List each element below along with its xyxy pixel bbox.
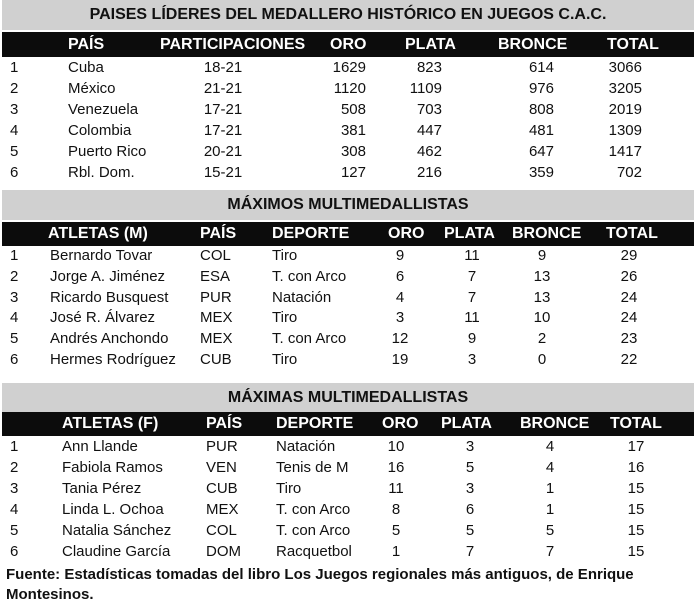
table-row [2, 308, 694, 329]
cell-sport: Tenis de M [276, 459, 349, 476]
cell-bronce: 0 [537, 351, 547, 368]
section1-header-row [2, 32, 694, 57]
cell-rank: 3 [10, 288, 19, 306]
cell-plata: 7 [467, 267, 477, 285]
cell-plata: 11 [464, 247, 480, 264]
cell-total: 702 [616, 164, 642, 181]
cell-country: Cuba [68, 59, 104, 76]
header-pais: PAÍS [206, 415, 243, 432]
cell-bronce: 2 [537, 330, 547, 348]
cell-bronce: 10 [533, 309, 551, 327]
cell-total: 2019 [608, 101, 642, 118]
cell-athlete: José R. Álvarez [50, 309, 156, 327]
table-row [2, 288, 694, 309]
cell-sport: T. con Arco [276, 501, 351, 518]
cell-sport: T. con Arco [272, 267, 347, 285]
section3-title: MÁXIMAS MULTIMEDALLISTAS [2, 383, 694, 412]
cell-rank: 5 [10, 330, 19, 348]
cell-bronce: 13 [533, 267, 551, 285]
cell-bronce: 13 [533, 288, 551, 306]
cell-rank: 1 [10, 438, 19, 455]
cell-country: MEX [206, 501, 239, 518]
table-row [2, 520, 694, 541]
header-total: TOTAL [606, 225, 658, 242]
cell-athlete: Hermes Rodríguez [50, 351, 176, 368]
header-deporte: DEPORTE [276, 415, 354, 432]
cell-sport: Tiro [272, 309, 298, 327]
cell-oro: 308 [340, 143, 366, 160]
section2-title: MÁXIMOS MULTIMEDALLISTAS [2, 190, 694, 220]
cell-country: PUR [206, 438, 238, 455]
cell-athlete: Bernardo Tovar [50, 247, 153, 264]
cell-oro: 1 [391, 543, 401, 560]
table-row [2, 120, 694, 141]
header-plata: PLATA [444, 225, 495, 242]
cell-country: Rbl. Dom. [68, 164, 135, 181]
cell-sport: Tiro [272, 247, 298, 264]
header-bronce: BRONCE [498, 36, 568, 53]
cell-oro: 16 [387, 459, 405, 476]
cell-country: DOM [206, 543, 241, 560]
cell-athlete: Ricardo Busquest [50, 288, 169, 306]
cell-plata: 3 [465, 438, 475, 455]
cell-oro: 8 [391, 501, 401, 518]
cell-rank: 4 [10, 309, 19, 327]
cell-oro: 11 [388, 480, 404, 497]
header-oro: ORO [382, 415, 419, 432]
table-row [2, 436, 694, 457]
cell-oro: 3 [395, 309, 405, 327]
cell-country: Puerto Rico [68, 143, 147, 160]
cell-total: 24 [620, 309, 638, 327]
cell-participaciones: 20-21 [203, 143, 243, 160]
table-row [2, 99, 694, 120]
cell-total: 3205 [608, 80, 642, 97]
cell-total: 15 [627, 480, 645, 497]
cell-bronce: 5 [545, 522, 555, 539]
header-pais: PAÍS [68, 36, 105, 53]
cell-bronce: 976 [528, 80, 554, 97]
cell-plata: 7 [467, 288, 477, 306]
cell-rank: 6 [10, 543, 19, 560]
cell-total: 15 [627, 522, 645, 539]
cell-total: 15 [627, 501, 645, 518]
cell-bronce: 7 [545, 543, 555, 560]
cell-athlete: Fabiola Ramos [62, 459, 163, 476]
cell-rank: 6 [10, 351, 19, 368]
cell-total: 24 [620, 288, 638, 306]
cell-plata: 5 [465, 522, 475, 539]
cell-bronce: 1 [545, 501, 555, 518]
cell-country: PUR [200, 288, 232, 306]
cell-participaciones: 18-21 [203, 59, 243, 76]
header-oro: ORO [388, 225, 425, 242]
cell-athlete: Ann Llande [62, 438, 138, 455]
cell-total: 23 [620, 330, 638, 348]
cell-country: Colombia [68, 122, 132, 139]
cell-country: COL [206, 522, 237, 539]
cell-country: MEX [200, 309, 233, 327]
cell-sport: T. con Arco [276, 522, 351, 539]
cell-bronce: 481 [528, 122, 554, 139]
cell-bronce: 4 [545, 438, 555, 455]
cell-oro: 1120 [333, 80, 366, 97]
table-row [2, 267, 694, 288]
cell-oro: 381 [340, 122, 366, 139]
header-deporte: DEPORTE [272, 225, 350, 242]
table-row [2, 141, 694, 162]
cell-bronce: 647 [528, 143, 554, 160]
cell-athlete: Claudine García [62, 543, 171, 560]
cell-participaciones: 17-21 [203, 101, 243, 118]
cell-oro: 508 [340, 101, 366, 118]
cell-country: México [68, 80, 116, 97]
cell-bronce: 1 [545, 480, 555, 497]
table-row [2, 478, 694, 499]
cell-plata: 11 [464, 309, 480, 327]
cell-plata: 3 [467, 351, 477, 368]
cell-rank: 1 [10, 59, 19, 76]
cell-oro: 9 [395, 247, 405, 264]
cell-participaciones: 21-21 [203, 80, 243, 97]
table-row [2, 78, 694, 99]
cell-total: 29 [620, 247, 638, 264]
cell-country: VEN [206, 459, 237, 476]
cell-oro: 19 [391, 351, 409, 368]
cell-oro: 12 [391, 330, 409, 348]
cell-country: Venezuela [68, 101, 139, 118]
cell-sport: Natación [272, 288, 332, 306]
cell-total: 17 [627, 438, 645, 455]
cell-rank: 2 [10, 459, 19, 476]
cell-athlete: Andrés Anchondo [50, 330, 169, 348]
cell-bronce: 9 [537, 247, 547, 264]
cell-oro: 5 [391, 522, 401, 539]
cell-athlete: Tania Pérez [62, 480, 142, 497]
cell-participaciones: 17-21 [203, 122, 243, 139]
cell-rank: 5 [10, 522, 19, 539]
header-bronce: BRONCE [520, 415, 590, 432]
cell-plata: 7 [465, 543, 475, 560]
cell-participaciones: 15-21 [203, 164, 243, 181]
table-row [2, 246, 694, 267]
cell-rank: 2 [10, 80, 19, 97]
cell-rank: 1 [10, 247, 19, 264]
cell-athlete: Linda L. Ochoa [62, 501, 164, 518]
section2-header-row [2, 222, 694, 246]
cell-bronce: 4 [545, 459, 555, 476]
cell-plata: 6 [465, 501, 475, 518]
footer-source: Fuente: Estadísticas tomadas del libro Los Juegos regionales más antiguos, de Enrique Montesinos. [6, 566, 634, 603]
cell-athlete: Natalia Sánchez [62, 522, 172, 539]
cell-oro: 10 [387, 438, 405, 455]
header-total: TOTAL [607, 36, 659, 53]
header-plata: PLATA [405, 36, 456, 53]
cell-total: 1309 [608, 122, 642, 139]
table-row [2, 350, 694, 371]
table-row [2, 541, 694, 562]
cell-country: COL [200, 247, 231, 264]
cell-total: 22 [620, 351, 638, 368]
cell-plata: 3 [465, 480, 475, 497]
header-total: TOTAL [610, 415, 662, 432]
cell-country: ESA [200, 267, 231, 285]
cell-sport: Tiro [272, 351, 298, 368]
cell-bronce: 359 [528, 164, 554, 181]
cell-plata: 703 [416, 101, 442, 118]
cell-plata: 5 [465, 459, 475, 476]
table-row [2, 162, 694, 183]
cell-sport: Racquetbol [276, 543, 352, 560]
cell-sport: Tiro [276, 480, 302, 497]
cell-plata: 823 [416, 59, 442, 76]
cell-total: 26 [620, 267, 638, 285]
cell-rank: 5 [10, 143, 19, 160]
cell-rank: 4 [10, 501, 19, 518]
cell-country: MEX [200, 330, 233, 348]
section1-title: PAISES LÍDERES DEL MEDALLERO HISTÓRICO EN JUEGOS C.A.C. [2, 0, 694, 30]
cell-oro: 1629 [332, 59, 366, 76]
cell-sport: T. con Arco [272, 330, 347, 348]
cell-athlete: Jorge A. Jiménez [50, 267, 166, 285]
table-row [2, 499, 694, 520]
section3-header-row [2, 412, 694, 436]
cell-rank: 6 [10, 164, 19, 181]
cell-oro: 4 [395, 288, 405, 306]
cell-oro: 127 [340, 164, 366, 181]
cell-rank: 4 [10, 122, 19, 139]
cell-country: CUB [206, 480, 238, 497]
cell-country: CUB [200, 351, 232, 368]
cell-rank: 3 [10, 101, 19, 118]
header-plata: PLATA [441, 415, 492, 432]
cell-total: 3066 [608, 59, 642, 76]
cell-bronce: 614 [528, 59, 554, 76]
cell-sport: Natación [276, 438, 336, 455]
cell-plata: 216 [416, 164, 442, 181]
cell-total: 1417 [608, 143, 642, 160]
cell-rank: 3 [10, 480, 19, 497]
cell-total: 16 [627, 459, 645, 476]
table-row [2, 329, 694, 350]
header-pais: PAÍS [200, 225, 237, 242]
header-oro: ORO [330, 36, 367, 53]
header-atletas-m: ATLETAS (M) [48, 225, 148, 242]
table-row [2, 57, 694, 78]
header-atletas-f: ATLETAS (F) [62, 415, 159, 432]
cell-total: 15 [627, 543, 645, 560]
cell-plata: 1109 [409, 80, 442, 97]
cell-rank: 2 [10, 267, 19, 285]
cell-plata: 9 [467, 330, 477, 348]
cell-bronce: 808 [528, 101, 554, 118]
cell-oro: 6 [395, 267, 405, 285]
header-participaciones: PARTICIPACIONES [160, 36, 306, 53]
cell-plata: 447 [416, 122, 442, 139]
cell-plata: 462 [416, 143, 442, 160]
table-row [2, 457, 694, 478]
header-bronce: BRONCE [512, 225, 582, 242]
